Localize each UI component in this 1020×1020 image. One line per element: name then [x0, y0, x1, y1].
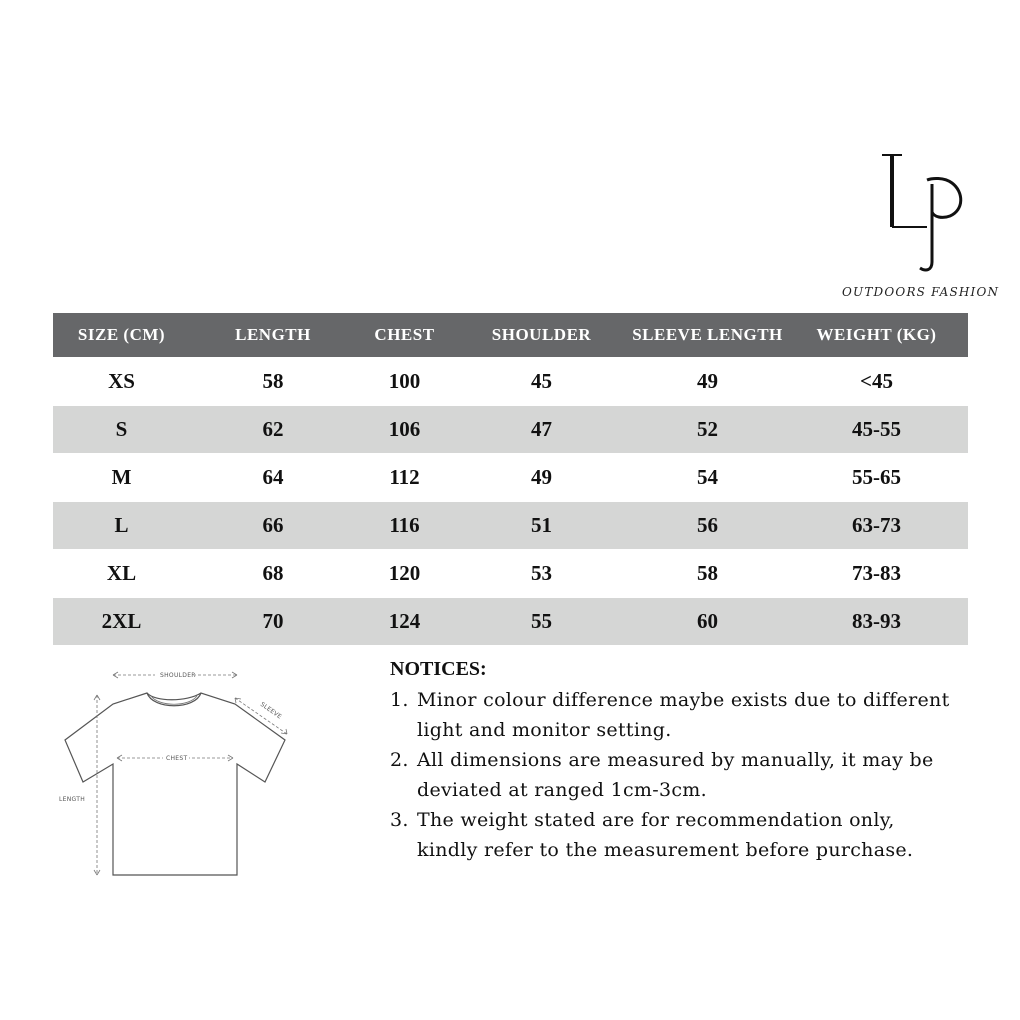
table-row [53, 406, 968, 453]
cell-shoulder: 47 [531, 417, 552, 441]
cell-size: L [114, 513, 129, 537]
header-shoulder: SHOULDER [491, 325, 592, 344]
cell-weight: 55-65 [852, 465, 901, 489]
cell-sleeve-length: 58 [697, 561, 718, 585]
table-row [53, 502, 968, 549]
cell-shoulder: 49 [531, 465, 552, 489]
cell-weight: <45 [860, 369, 893, 393]
cell-weight: 63-73 [852, 513, 901, 537]
notice-line: All dimensions are measured by manually, it may be [417, 749, 934, 771]
cell-weight: 73-83 [852, 561, 901, 585]
notice-number: 1. [390, 689, 409, 711]
header-length: LENGTH [235, 325, 311, 344]
notice-number: 2. [390, 749, 409, 771]
cell-shoulder: 51 [531, 513, 552, 537]
notice-text [417, 805, 1010, 865]
cell-sleeve-length: 54 [697, 465, 718, 489]
brand-tagline: OUTDOORS FASHION [842, 285, 1000, 299]
cell-chest: 116 [389, 513, 420, 537]
cell-weight: 83-93 [852, 609, 901, 633]
brand-logo [872, 150, 982, 280]
cell-length: 66 [262, 513, 284, 537]
notice-line: Minor colour difference maybe exists due to different [417, 689, 950, 711]
diagram-shoulder-label: SHOULDER [160, 672, 196, 679]
cell-sleeve-length: 56 [697, 513, 718, 537]
notice-item [390, 745, 1010, 805]
cell-length: 70 [262, 609, 284, 633]
cell-size: 2XL [101, 609, 142, 633]
cell-size: XS [108, 369, 135, 393]
table-header [53, 313, 968, 357]
cell-shoulder: 45 [531, 369, 552, 393]
cell-weight: 45-55 [852, 417, 901, 441]
size-table [53, 313, 968, 645]
header-sleeve-length: SLEEVE LENGTH [632, 325, 783, 344]
cell-chest: 124 [388, 609, 421, 633]
table-row [53, 550, 968, 597]
diagram-sleeve-label: SLEEVE [258, 700, 283, 721]
table-row [53, 454, 968, 501]
cell-size: S [115, 417, 128, 441]
cell-sleeve-length: 49 [697, 369, 718, 393]
notice-item [390, 805, 1010, 865]
cell-length: 58 [262, 369, 284, 393]
cell-sleeve-length: 52 [697, 417, 718, 441]
cell-size: M [111, 465, 132, 489]
notice-number: 3. [390, 809, 409, 831]
tshirt-measurement-diagram [55, 660, 295, 885]
table-row [53, 598, 968, 645]
header-chest: CHEST [374, 325, 435, 344]
cell-sleeve-length: 60 [697, 609, 718, 633]
cell-chest: 112 [389, 465, 420, 489]
table-row [53, 358, 968, 405]
header-weight: WEIGHT (KG) [816, 325, 937, 344]
notice-line: light and monitor setting. [417, 719, 672, 741]
diagram-chest-label: CHEST [166, 755, 188, 762]
lp-monogram-icon [872, 150, 982, 280]
cell-length: 64 [262, 465, 284, 489]
cell-length: 62 [262, 417, 284, 441]
notice-item [390, 685, 1010, 745]
notice-line: deviated at ranged 1cm-3cm. [417, 779, 707, 801]
diagram-length-label: LENGTH [59, 796, 86, 803]
cell-shoulder: 53 [531, 561, 552, 585]
cell-chest: 120 [388, 561, 421, 585]
notices-section [390, 658, 1010, 865]
notice-line: The weight stated are for recommendation only, [417, 809, 895, 831]
notice-line: kindly refer to the measurement before purchase. [417, 839, 914, 861]
cell-shoulder: 55 [531, 609, 552, 633]
cell-length: 68 [262, 561, 284, 585]
notice-text [417, 685, 1010, 745]
cell-chest: 100 [388, 369, 421, 393]
cell-size: XL [106, 561, 137, 585]
tshirt-icon [55, 660, 295, 885]
notice-text [417, 745, 1010, 805]
cell-chest: 106 [388, 417, 421, 441]
notices-title: NOTICES: [390, 658, 487, 680]
header-size: SIZE (CM) [77, 325, 166, 344]
